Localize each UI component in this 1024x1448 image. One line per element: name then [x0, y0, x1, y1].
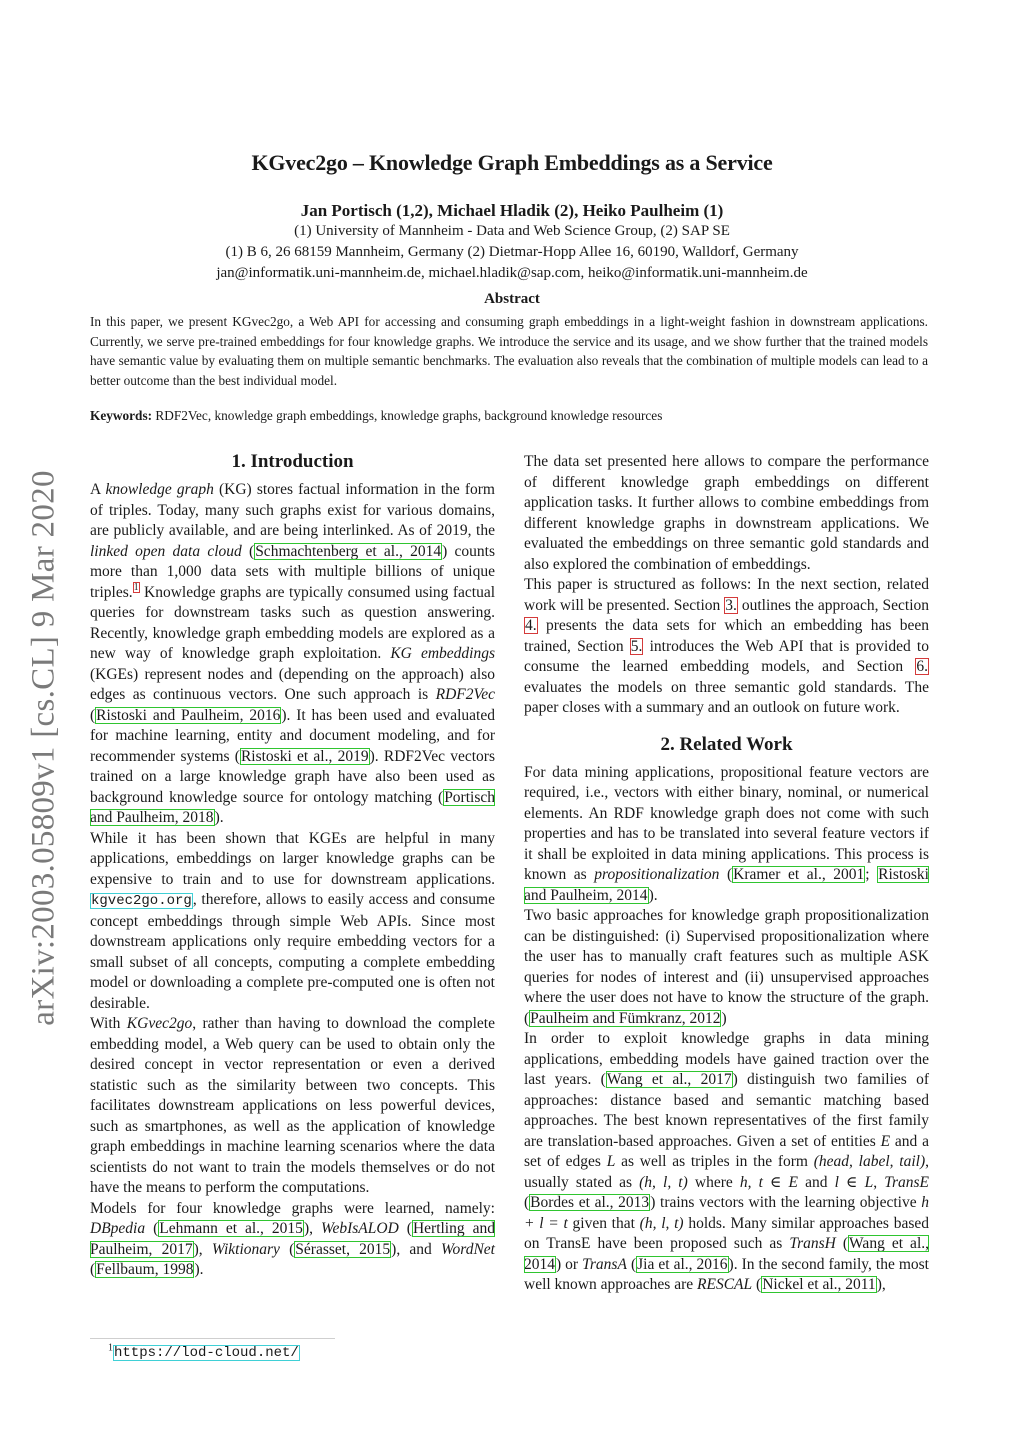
citation-link[interactable]: Ristoski and Paulheim, 2016 — [96, 706, 281, 724]
footnote — [108, 1344, 300, 1362]
footnote-divider — [90, 1338, 335, 1339]
intro-paragraph-5: The data set presented here allows to compare the performance of different knowledge graph embeddings on different application tasks. It further allows to combine embeddings from different knowledge graphs in downstream applications. We evaluated the embeddings on three semantic gold standards and also explored the combination of embeddings. — [524, 453, 929, 573]
intro-paragraph-2: While it has been shown that KGEs are helpful in many applications, embeddings on larger knowledge graphs can be expensive to train and to use for downstream applications. kgvec2go.org, therefore, allows to easily access and consume concept embeddings through simple Web APIs. Since most downstream applications only require embedding vectors for a small subset of all concepts, computing a complete embedding model or downloading a complete pre-computed one is often not desirable. — [90, 829, 495, 1012]
footnote-link[interactable]: 1 — [133, 582, 139, 594]
related-paragraph-2: Two basic approaches for knowledge graph propositionalization can be distinguished: (i) Supervised propositionalization where the user has to manually craft features such as multiple ASK queries for nodes of interest and (ii) unsupervised approaches where the user does not have to know the structure of the graph. (Paulheim and Fümkranz, 2012) — [524, 907, 929, 1027]
citation-link[interactable]: Kramer et al., 2001 — [733, 866, 865, 883]
footnote-mark: 1 — [108, 1342, 113, 1354]
keywords-text: RDF2Vec, knowledge graph embeddings, knowledge graphs, background knowledge resources — [152, 408, 663, 423]
related-paragraph-3: In order to exploit knowledge graphs in data mining applications, embedding models have gained traction over the last years. (Wang et al., 2017) distinguish two families of approaches: distance based and semantic matching based approaches. The best known representatives of the first family are translation-based approaches. Given a set of entities E and a set of edges L as well as triples in the form (head, label, tail), usually stated as (h, l, t) where h, t ∈ E and l ∈ L, TransE (Bordes et al., 2013) trains vectors with the learning objective h + l = t given that (h, l, t) holds. Many similar approaches based on TransE have been proposed such as TransH (Wang et al., 2014) or TransA (Jia et al., 2016). In the second family, the most well known approaches are RESCAL (Nickel et al., 2011), — [524, 1030, 930, 1293]
citation-link[interactable]: Schmachtenberg et al., 2014 — [255, 542, 442, 560]
section-ref-link[interactable]: 5. — [630, 637, 643, 655]
affiliation-line-1: (1) University of Mannheim - Data and Web Science Group, (2) SAP SE — [294, 223, 730, 239]
section-ref-link[interactable]: 3. — [725, 596, 737, 614]
citation-link[interactable]: Paulheim and Fümkranz, 2012 — [530, 1009, 721, 1027]
citation-link[interactable]: Sérasset, 2015 — [295, 1240, 391, 1258]
left-column — [90, 448, 495, 1281]
citation-link[interactable]: Jia et al., 2016 — [637, 1255, 728, 1273]
author-emails: jan@informatik.uni-mannheim.de, michael.hladik@sap.com, heiko@informatik.uni-mannheim.de — [216, 265, 808, 281]
intro-paragraph-1: A knowledge graph (KG) stores factual information in the form of triples. Today, many such graphs exist for various domains, are publicly available, and are being interlinked. As of 2019, the linked open data cloud (Schmachtenberg et al., 2014) counts more than 1,000 data sets with multiple billions of unique triples.$^1$ Knowledge graphs are typically consumed using factual queries for downstream tasks such as question answering. Recently, knowledge graph embedding models are explored as a new way of knowledge graph exploitation. KG embeddings (KGEs) represent nodes and (depending on the approach) also edges as continuous vectors. One such approach is RDF2Vec (Ristoski and Paulheim, 2016). It has been used and evaluated for machine learning, entity and document modeling, and for recommender systems (Ristoski et al., 2019). RDF2Vec vectors trained on a large knowledge graph have also been used as background knowledge source for ontology matching (Portisch and Paulheim, 2018). — [90, 481, 495, 826]
section-heading-introduction: 1. Introduction — [231, 451, 354, 472]
citation-link[interactable]: Hertling and Paulheim, 2017 — [90, 1220, 495, 1258]
intro-paragraph-6: This paper is structured as follows: In the next section, related work will be presented. Section 3. outlines the approach, Section 4. presents the data sets for which an embedding has been trained, Section 5. introduces the Web API that is provided to consume the learned embedding models, and Section 6. evaluates the models on three semantic gold standards. The paper closes with a summary and an outlook on future work. — [524, 576, 929, 716]
paper-title: KGvec2go – Knowledge Graph Embeddings as a Service — [251, 150, 773, 175]
kgvec2go-url-link[interactable]: kgvec2go.org — [91, 893, 192, 909]
citation-link[interactable]: Lehmann et al., 2015 — [159, 1220, 303, 1237]
citation-link[interactable]: Portisch and Paulheim, 2018 — [90, 788, 495, 826]
citation-link[interactable]: Wang et al., 2014 — [524, 1235, 929, 1273]
abstract-text: In this paper, we present KGvec2go, a Web API for accessing and consuming graph embeddings in a light-weight fashion in downstream applications. Currently, we serve pre-trained embeddings for four knowledge graphs. We introduce the service and its usage, and we show further that the trained models have semantic value by evaluating them on multiple semantic benchmarks. The evaluation also reveals that the combination of multiple models can lead to a better outcome than the best individual model. — [90, 314, 928, 388]
intro-paragraph-3: With KGvec2go, rather than having to download the complete embedding model, a Web query can be used to obtain only the desired concept in vector representation or even a derived statistic such as the similarity between two concepts. This facilitates downstream applications on less powerful devices, such as smartphones, as well as the application of knowledge graph embeddings in machine learning scenarios where the data scientists do not want to train the models themselves or do not have the means to perform the computations. — [90, 1015, 495, 1196]
citation-link[interactable]: Ristoski and Paulheim, 2014 — [524, 866, 929, 904]
related-paragraph-1: For data mining applications, propositional feature vectors are required, i.e., vectors with either binary, nominal, or numerical elements. An RDF knowledge graph does not come with such properties and has to be translated into several feature vectors if it shall be exploited in data mining applications. This process is known as propositionalization (Kramer et al., 2001; Ristoski and Paulheim, 2014). — [524, 763, 929, 904]
section-ref-link[interactable]: 4. — [525, 617, 537, 634]
keywords — [90, 406, 928, 425]
citation-link[interactable]: Wang et al., 2017 — [606, 1071, 732, 1088]
arxiv-stamp: arXiv:2003.05809v1 [cs.CL] 9 Mar 2020 — [25, 470, 62, 1026]
affiliation-line-2: (1) B 6, 26 68159 Mannheim, Germany (2) Dietmar-Hopp Allee 16, 60190, Walldorf, Germany — [225, 244, 799, 260]
intro-paragraph-4: Models for four knowledge graphs were learned, namely: DBpedia (Lehmann et al., 2015), WebIsALOD (Hertling and Paulheim, 2017), Wiktionary (Sérasset, 2015), and WordNet (Fellbaum, 1998). — [90, 1199, 495, 1278]
section-heading-related-work: 2. Related Work — [660, 733, 793, 755]
keywords-label: Keywords: — [90, 408, 153, 423]
citation-link[interactable]: Nickel et al., 2011 — [762, 1276, 876, 1293]
citation-link[interactable]: Fellbaum, 1998 — [96, 1261, 194, 1278]
authors: Jan Portisch (1,2), Michael Hladik (2), Heiko Paulheim (1) — [300, 201, 724, 220]
section-ref-link[interactable]: 6. — [916, 658, 928, 675]
footnote-url-link[interactable]: https://lod-cloud.net/ — [114, 1345, 299, 1361]
abstract-heading: Abstract — [484, 291, 540, 307]
citation-link[interactable]: Ristoski et al., 2019 — [240, 747, 369, 765]
citation-link[interactable]: Bordes et al., 2013 — [530, 1194, 650, 1211]
right-column — [524, 452, 929, 1296]
